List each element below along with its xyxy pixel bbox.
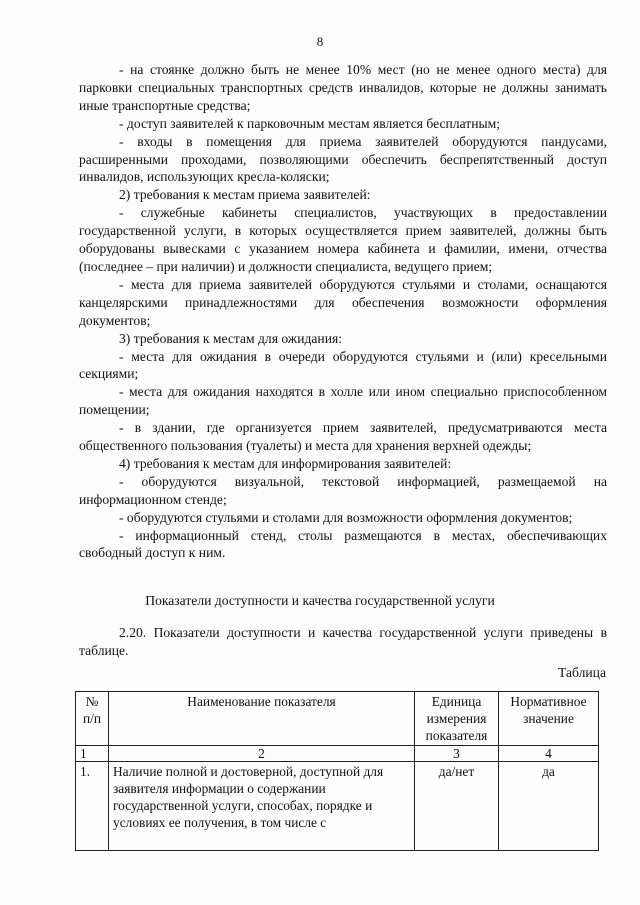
index-cell: 1 — [76, 746, 109, 762]
paragraph: 3) требования к местам для ожидания: — [119, 330, 343, 346]
table-index-row — [76, 746, 599, 762]
table-header-row — [76, 692, 599, 746]
indicators-table — [75, 691, 599, 851]
paragraph: - места для приема заявителей оборудуются стульями и столами, оснащаются канцелярскими принадлежностями для обеспечения возможности оформления документов; — [79, 276, 607, 328]
paragraph-2-20: 2.20. Показатели доступности и качества государственной услуги приведены в таблице. — [79, 625, 607, 658]
row-indicator-name: Наличие полной и достоверной, доступной для заявителя информации о содержании государственной услуги, способах, порядке и условиях ее получения, в том числе с — [109, 762, 415, 851]
header-indicator-name: Наименование показателя — [109, 692, 415, 746]
paragraph: - служебные кабинеты специалистов, участвующих в предоставлении государственной услуги, в которых осуществляется прием заявителей, должны быть оборудованы вывесками с указанием номера кабинета и фамилии, имени, отчества (последнее – при наличии) и должности специалиста, ведущего прием; — [79, 205, 607, 274]
paragraph: - места для ожидания находятся в холле или ином специально приспособленном помещении; — [79, 384, 607, 418]
section-title: Показатели доступности и качества государственной услуги — [145, 593, 495, 608]
header-unit: Единица измерения показателя — [415, 692, 499, 746]
row-unit: да/нет — [415, 762, 499, 851]
paragraph: 2) требования к местам приема заявителей: — [119, 187, 371, 203]
paragraph: - оборудуются визуальной, текстовой информацией, размещаемой на информационном стенде; — [79, 473, 607, 507]
table-row — [76, 762, 599, 851]
index-cell: 4 — [499, 746, 599, 762]
index-cell: 2 — [109, 746, 415, 762]
paragraph: - входы в помещения для приема заявителей оборудуются пандусами, расширенными проходами, позволяющими обеспечить беспрепятственный доступ инвалидов, использующих кресла-коляски; — [79, 133, 607, 185]
paragraph: - доступ заявителей к парковочным местам является бесплатным; — [119, 115, 501, 131]
paragraph: - места для ожидания в очереди оборудуются стульями и (или) кресельными секциями; — [79, 348, 607, 382]
paragraph: 4) требования к местам для информирования заявителей: — [119, 455, 452, 471]
paragraph: - оборудуются стульями и столами для возможности оформления документов; — [119, 509, 573, 525]
index-cell: 3 — [415, 746, 499, 762]
paragraph: - на стоянке должно быть не менее 10% мест (но не менее одного места) для парковки специальных транспортных средств инвалидов, которые не должны занимать иные транспортные средства; — [79, 62, 607, 113]
table-caption: Таблица — [558, 665, 606, 680]
row-number: 1. — [76, 762, 109, 851]
body-text — [79, 61, 607, 562]
header-norm-value: Нормативное значение — [499, 692, 599, 746]
header-number: № п/п — [76, 692, 109, 746]
row-norm-value: да — [499, 762, 599, 851]
paragraph: - информационный стенд, столы размещаются в местах, обеспечивающих свободный доступ к ним. — [79, 527, 607, 561]
paragraph: - в здании, где организуется прием заявителей, предусматриваются места общественного пользования (туалеты) и места для хранения верхней одежды; — [79, 420, 607, 454]
page-number: 8 — [316, 34, 324, 49]
